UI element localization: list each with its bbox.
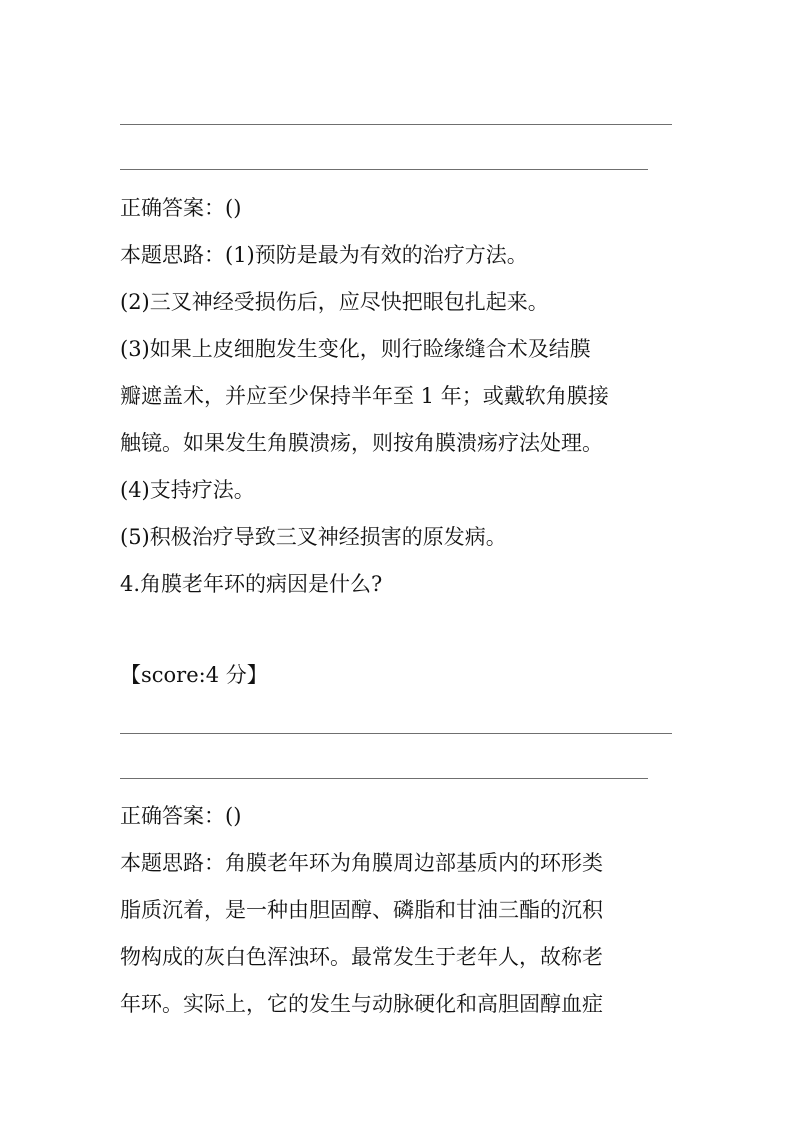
correct-answer-label: 正确答案：() [120, 804, 242, 828]
analysis-line: 脂质沉着，是一种由胆固醇、磷脂和甘油三酯的沉积 [120, 898, 603, 922]
correct-answer-label: 正确答案：() [120, 196, 242, 220]
analysis-line: (4)支持疗法。 [120, 478, 255, 502]
analysis-line: 触镜。如果发生角膜溃疡，则按角膜溃疡疗法处理。 [120, 431, 603, 455]
analysis-line: 年环。实际上，它的发生与动脉硬化和高胆固醇血症 [120, 992, 603, 1016]
analysis-line: 本题思路：(1)预防是最为有效的治疗方法。 [120, 243, 528, 267]
answer-blank-rule [120, 733, 672, 734]
analysis-line: 瓣遮盖术，并应至少保持半年至 1 年；或戴软角膜接 [120, 384, 609, 408]
answer-blank-rule [120, 124, 672, 125]
answer-blank-rule [120, 778, 648, 779]
analysis-line: (3)如果上皮细胞发生变化，则行睑缘缝合术及结膜 [120, 337, 591, 361]
answer-blank-rule [120, 169, 648, 170]
analysis-line: 物构成的灰白色浑浊环。最常发生于老年人，故称老 [120, 945, 603, 969]
analysis-line: (2)三叉神经受损伤后，应尽快把眼包扎起来。 [120, 290, 549, 314]
question-text: 4.角膜老年环的病因是什么? [120, 572, 383, 596]
score-label: 【score:4 分】 [120, 663, 268, 687]
analysis-line: (5)积极治疗导致三叉神经损害的原发病。 [120, 525, 507, 549]
analysis-line: 本题思路：角膜老年环为角膜周边部基质内的环形类 [120, 851, 603, 875]
